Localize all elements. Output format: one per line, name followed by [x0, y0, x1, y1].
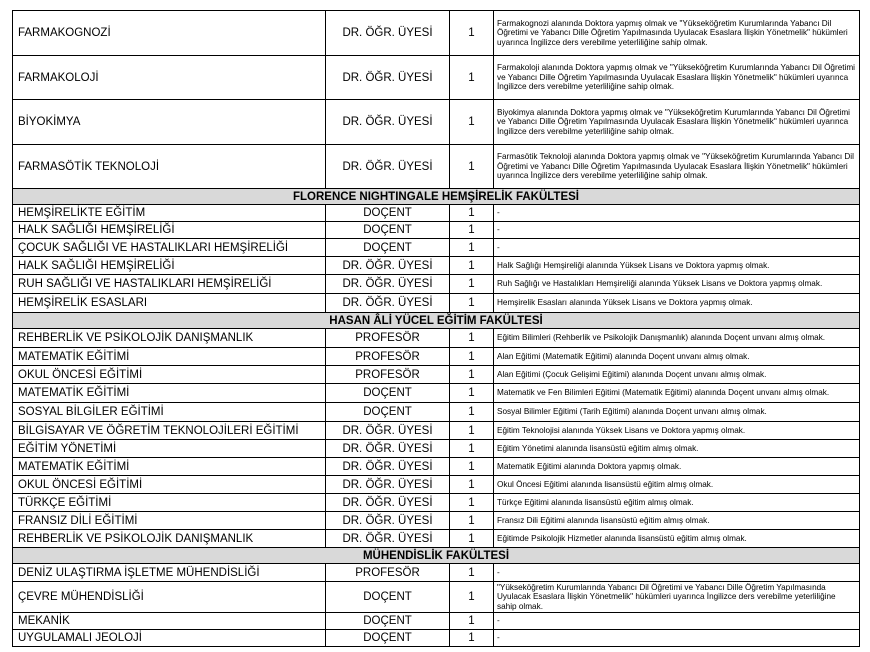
- requirement-cell: -: [494, 564, 860, 582]
- academic-title-cell: DR. ÖĞR. ÜYESİ: [326, 458, 450, 476]
- position-count-cell: 1: [450, 630, 494, 647]
- position-count-cell: 1: [450, 11, 494, 56]
- table-row: [13, 630, 860, 647]
- requirement-cell: Hemşirelik Esasları alanında Yüksek Lisans ve Doktora yapmış olmak.: [494, 294, 860, 313]
- requirement-cell: Eğitimde Psikolojik Hizmetler alanında lisansüstü eğitim almış olmak.: [494, 530, 860, 548]
- academic-title-cell: DR. ÖĞR. ÜYESİ: [326, 530, 450, 548]
- department-cell: OKUL ÖNCESİ EĞİTİMİ: [13, 366, 326, 384]
- position-count-cell: 1: [450, 613, 494, 630]
- requirement-cell: Farmakoloji alanında Doktora yapmış olmak ve "Yükseköğretim Kurumlarında Yabancı Dil Öğretimi ve Yabancı Dille Öğretim Yapılmasında Uyulacak Esaslara İlişkin Yönetmelik" hükümleri uyarınca İngilizce ders verebilme yeterliliğine sahip olmak.: [494, 56, 860, 100]
- department-cell: FARMAKOGNOZİ: [13, 11, 326, 56]
- requirement-cell: Türkçe Eğitimi alanında lisansüstü eğitim almış olmak.: [494, 494, 860, 512]
- table-row: [13, 384, 860, 403]
- table-row: [13, 530, 860, 548]
- position-count-cell: 1: [450, 56, 494, 100]
- position-count-cell: 1: [450, 348, 494, 366]
- table-row: [13, 564, 860, 582]
- requirement-cell: Alan Eğitimi (Matematik Eğitimi) alanında Doçent unvanı almış olmak.: [494, 348, 860, 366]
- department-cell: MATEMATİK EĞİTİMİ: [13, 384, 326, 403]
- table-row: [13, 329, 860, 348]
- position-count-cell: 1: [450, 403, 494, 422]
- requirement-cell: Halk Sağlığı Hemşireliği alanında Yüksek Lisans ve Doktora yapmış olmak.: [494, 257, 860, 275]
- table-row: [13, 11, 860, 56]
- academic-title-cell: DR. ÖĞR. ÜYESİ: [326, 257, 450, 275]
- academic-title-cell: DOÇENT: [326, 582, 450, 613]
- table-row: [13, 222, 860, 239]
- academic-title-cell: DR. ÖĞR. ÜYESİ: [326, 11, 450, 56]
- department-cell: HEMŞİRELİKTE EĞİTİM: [13, 205, 326, 222]
- requirement-cell: -: [494, 222, 860, 239]
- table-row: [13, 257, 860, 275]
- department-cell: BİLGİSAYAR VE ÖĞRETİM TEKNOLOJİLERİ EĞİTİMİ: [13, 422, 326, 440]
- department-cell: FRANSIZ DİLİ EĞİTİMİ: [13, 512, 326, 530]
- requirement-cell: Matematik ve Fen Bilimleri Eğitimi (Matematik Eğitimi) alanında Doçent unvanı almış olmak.: [494, 384, 860, 403]
- table-row: [13, 275, 860, 294]
- table-row: [13, 294, 860, 313]
- table-row: [13, 613, 860, 630]
- requirement-cell: Farmakognozi alanında Doktora yapmış olmak ve "Yükseköğretim Kurumlarında Yabancı Dil Öğretimi ve Yabancı Dille Öğretim Yapılmasında Uyulacak Esaslara İlişkin Yönetmelik" hükümleri uyarınca İngilizce ders verebilme yeterliliğine sahip olmak.: [494, 11, 860, 56]
- department-cell: OKUL ÖNCESİ EĞİTİMİ: [13, 476, 326, 494]
- table-row: [13, 56, 860, 100]
- academic-title-cell: DR. ÖĞR. ÜYESİ: [326, 56, 450, 100]
- academic-title-cell: PROFESÖR: [326, 348, 450, 366]
- table-row: [13, 239, 860, 257]
- table-row: [13, 145, 860, 189]
- department-cell: FARMAKOLOJİ: [13, 56, 326, 100]
- academic-title-cell: DOÇENT: [326, 613, 450, 630]
- table-row: [13, 582, 860, 613]
- table-row: [13, 494, 860, 512]
- requirement-cell: Eğitim Teknolojisi alanında Yüksek Lisans ve Doktora yapmış olmak.: [494, 422, 860, 440]
- position-count-cell: 1: [450, 476, 494, 494]
- position-count-cell: 1: [450, 239, 494, 257]
- department-cell: SOSYAL BİLGİLER EĞİTİMİ: [13, 403, 326, 422]
- table-row: [13, 366, 860, 384]
- position-count-cell: 1: [450, 222, 494, 239]
- requirement-cell: -: [494, 613, 860, 630]
- requirement-cell: Matematik Eğitimi alanında Doktora yapmış olmak.: [494, 458, 860, 476]
- academic-title-cell: DR. ÖĞR. ÜYESİ: [326, 494, 450, 512]
- position-count-cell: 1: [450, 257, 494, 275]
- requirement-cell: Eğitim Bilimleri (Rehberlik ve Psikolojik Danışmanlık) alanında Doçent unvanı almış olmak.: [494, 329, 860, 348]
- department-cell: MATEMATİK EĞİTİMİ: [13, 348, 326, 366]
- table-row: [13, 458, 860, 476]
- position-count-cell: 1: [450, 366, 494, 384]
- academic-title-cell: PROFESÖR: [326, 366, 450, 384]
- requirement-cell: Alan Eğitimi (Çocuk Gelişimi Eğitimi) alanında Doçent unvanı almış olmak.: [494, 366, 860, 384]
- department-cell: DENİZ ULAŞTIRMA İŞLETME MÜHENDİSLİĞİ: [13, 564, 326, 582]
- staff-positions-table: [12, 10, 860, 647]
- requirement-cell: Biyokimya alanında Doktora yapmış olmak ve "Yükseköğretim Kurumlarında Yabancı Dil Öğretimi ve Yabancı Dille Öğretim Yapılmasında Uyulacak Esaslara İlişkin Yönetmelik" hükümleri uyarınca İngilizce ders verebilme yeterliliğine sahip olmak.: [494, 100, 860, 145]
- position-count-cell: 1: [450, 384, 494, 403]
- academic-title-cell: DR. ÖĞR. ÜYESİ: [326, 512, 450, 530]
- academic-title-cell: DOÇENT: [326, 403, 450, 422]
- table-row: [13, 512, 860, 530]
- faculty-section-header: [13, 313, 860, 329]
- requirement-cell: -: [494, 239, 860, 257]
- academic-title-cell: PROFESÖR: [326, 329, 450, 348]
- requirement-cell: "Yükseköğretim Kurumlarında Yabancı Dil Öğretimi ve Yabancı Dille Öğretim Yapılmasında Uyulacak Esaslara İlişkin Yönetmelik" hükümleri uyarınca İngilizce ders verebilme yeterliliğine sahip olmak.: [494, 582, 860, 613]
- department-cell: MATEMATİK EĞİTİMİ: [13, 458, 326, 476]
- position-count-cell: 1: [450, 145, 494, 189]
- position-count-cell: 1: [450, 275, 494, 294]
- table-row: [13, 422, 860, 440]
- faculty-section-header: [13, 548, 860, 564]
- table-row: [13, 348, 860, 366]
- academic-title-cell: DR. ÖĞR. ÜYESİ: [326, 440, 450, 458]
- table-row: [13, 100, 860, 145]
- department-cell: HALK SAĞLIĞI HEMŞİRELİĞİ: [13, 222, 326, 239]
- academic-title-cell: DOÇENT: [326, 239, 450, 257]
- requirement-cell: Farmasötik Teknoloji alanında Doktora yapmış olmak ve "Yükseköğretim Kurumlarında Yabancı Dil Öğretimi ve Yabancı Dille Öğretim Yapılmasında Uyulacak Esaslara İlişkin Yönetmelik" hükümleri uyarınca İngilizce ders verebilme yeterliliğine sahip olmak.: [494, 145, 860, 189]
- department-cell: REHBERLİK VE PSİKOLOJİK DANIŞMANLIK: [13, 329, 326, 348]
- academic-title-cell: DR. ÖĞR. ÜYESİ: [326, 294, 450, 313]
- department-cell: RUH SAĞLIĞI VE HASTALIKLARI HEMŞİRELİĞİ: [13, 275, 326, 294]
- table-row: [13, 476, 860, 494]
- department-cell: TÜRKÇE EĞİTİMİ: [13, 494, 326, 512]
- positions-table-body: [13, 11, 860, 647]
- requirement-cell: Ruh Sağlığı ve Hastalıkları Hemşireliği alanında Yüksek Lisans ve Doktora yapmış olmak.: [494, 275, 860, 294]
- department-cell: MEKANİK: [13, 613, 326, 630]
- academic-title-cell: DOÇENT: [326, 222, 450, 239]
- department-cell: FARMASÖTİK TEKNOLOJİ: [13, 145, 326, 189]
- department-cell: UYGULAMALI JEOLOJİ: [13, 630, 326, 647]
- requirement-cell: Eğitim Yönetimi alanında lisansüstü eğitim almış olmak.: [494, 440, 860, 458]
- requirement-cell: Sosyal Bilimler Eğitimi (Tarih Eğitimi) alanında Doçent unvanı almış olmak.: [494, 403, 860, 422]
- requirement-cell: Okul Öncesi Eğitimi alanında lisansüstü eğitim almış olmak.: [494, 476, 860, 494]
- department-cell: ÇOCUK SAĞLIĞI VE HASTALIKLARI HEMŞİRELİĞİ: [13, 239, 326, 257]
- faculty-name: FLORENCE NIGHTINGALE HEMŞİRELİK FAKÜLTESİ: [13, 189, 860, 205]
- academic-title-cell: PROFESÖR: [326, 564, 450, 582]
- requirement-cell: -: [494, 630, 860, 647]
- position-count-cell: 1: [450, 329, 494, 348]
- position-count-cell: 1: [450, 512, 494, 530]
- academic-title-cell: DOÇENT: [326, 384, 450, 403]
- table-row: [13, 403, 860, 422]
- department-cell: REHBERLİK VE PSİKOLOJİK DANIŞMANLIK: [13, 530, 326, 548]
- academic-title-cell: DR. ÖĞR. ÜYESİ: [326, 422, 450, 440]
- position-count-cell: 1: [450, 530, 494, 548]
- faculty-section-header: [13, 189, 860, 205]
- department-cell: BİYOKİMYA: [13, 100, 326, 145]
- department-cell: ÇEVRE MÜHENDİSLİĞİ: [13, 582, 326, 613]
- academic-title-cell: DOÇENT: [326, 630, 450, 647]
- department-cell: HALK SAĞLIĞI HEMŞİRELİĞİ: [13, 257, 326, 275]
- table-row: [13, 440, 860, 458]
- position-count-cell: 1: [450, 422, 494, 440]
- department-cell: EĞİTİM YÖNETİMİ: [13, 440, 326, 458]
- position-count-cell: 1: [450, 458, 494, 476]
- faculty-name: HASAN ÂLİ YÜCEL EĞİTİM FAKÜLTESİ: [13, 313, 860, 329]
- position-count-cell: 1: [450, 294, 494, 313]
- position-count-cell: 1: [450, 582, 494, 613]
- requirement-cell: -: [494, 205, 860, 222]
- faculty-name: MÜHENDİSLİK FAKÜLTESİ: [13, 548, 860, 564]
- position-count-cell: 1: [450, 564, 494, 582]
- academic-title-cell: DOÇENT: [326, 205, 450, 222]
- academic-title-cell: DR. ÖĞR. ÜYESİ: [326, 275, 450, 294]
- position-count-cell: 1: [450, 100, 494, 145]
- academic-title-cell: DR. ÖĞR. ÜYESİ: [326, 476, 450, 494]
- requirement-cell: Fransız Dili Eğitimi alanında lisansüstü eğitim almış olmak.: [494, 512, 860, 530]
- department-cell: HEMŞİRELİK ESASLARI: [13, 294, 326, 313]
- position-count-cell: 1: [450, 494, 494, 512]
- academic-title-cell: DR. ÖĞR. ÜYESİ: [326, 100, 450, 145]
- table-row: [13, 205, 860, 222]
- academic-title-cell: DR. ÖĞR. ÜYESİ: [326, 145, 450, 189]
- position-count-cell: 1: [450, 440, 494, 458]
- position-count-cell: 1: [450, 205, 494, 222]
